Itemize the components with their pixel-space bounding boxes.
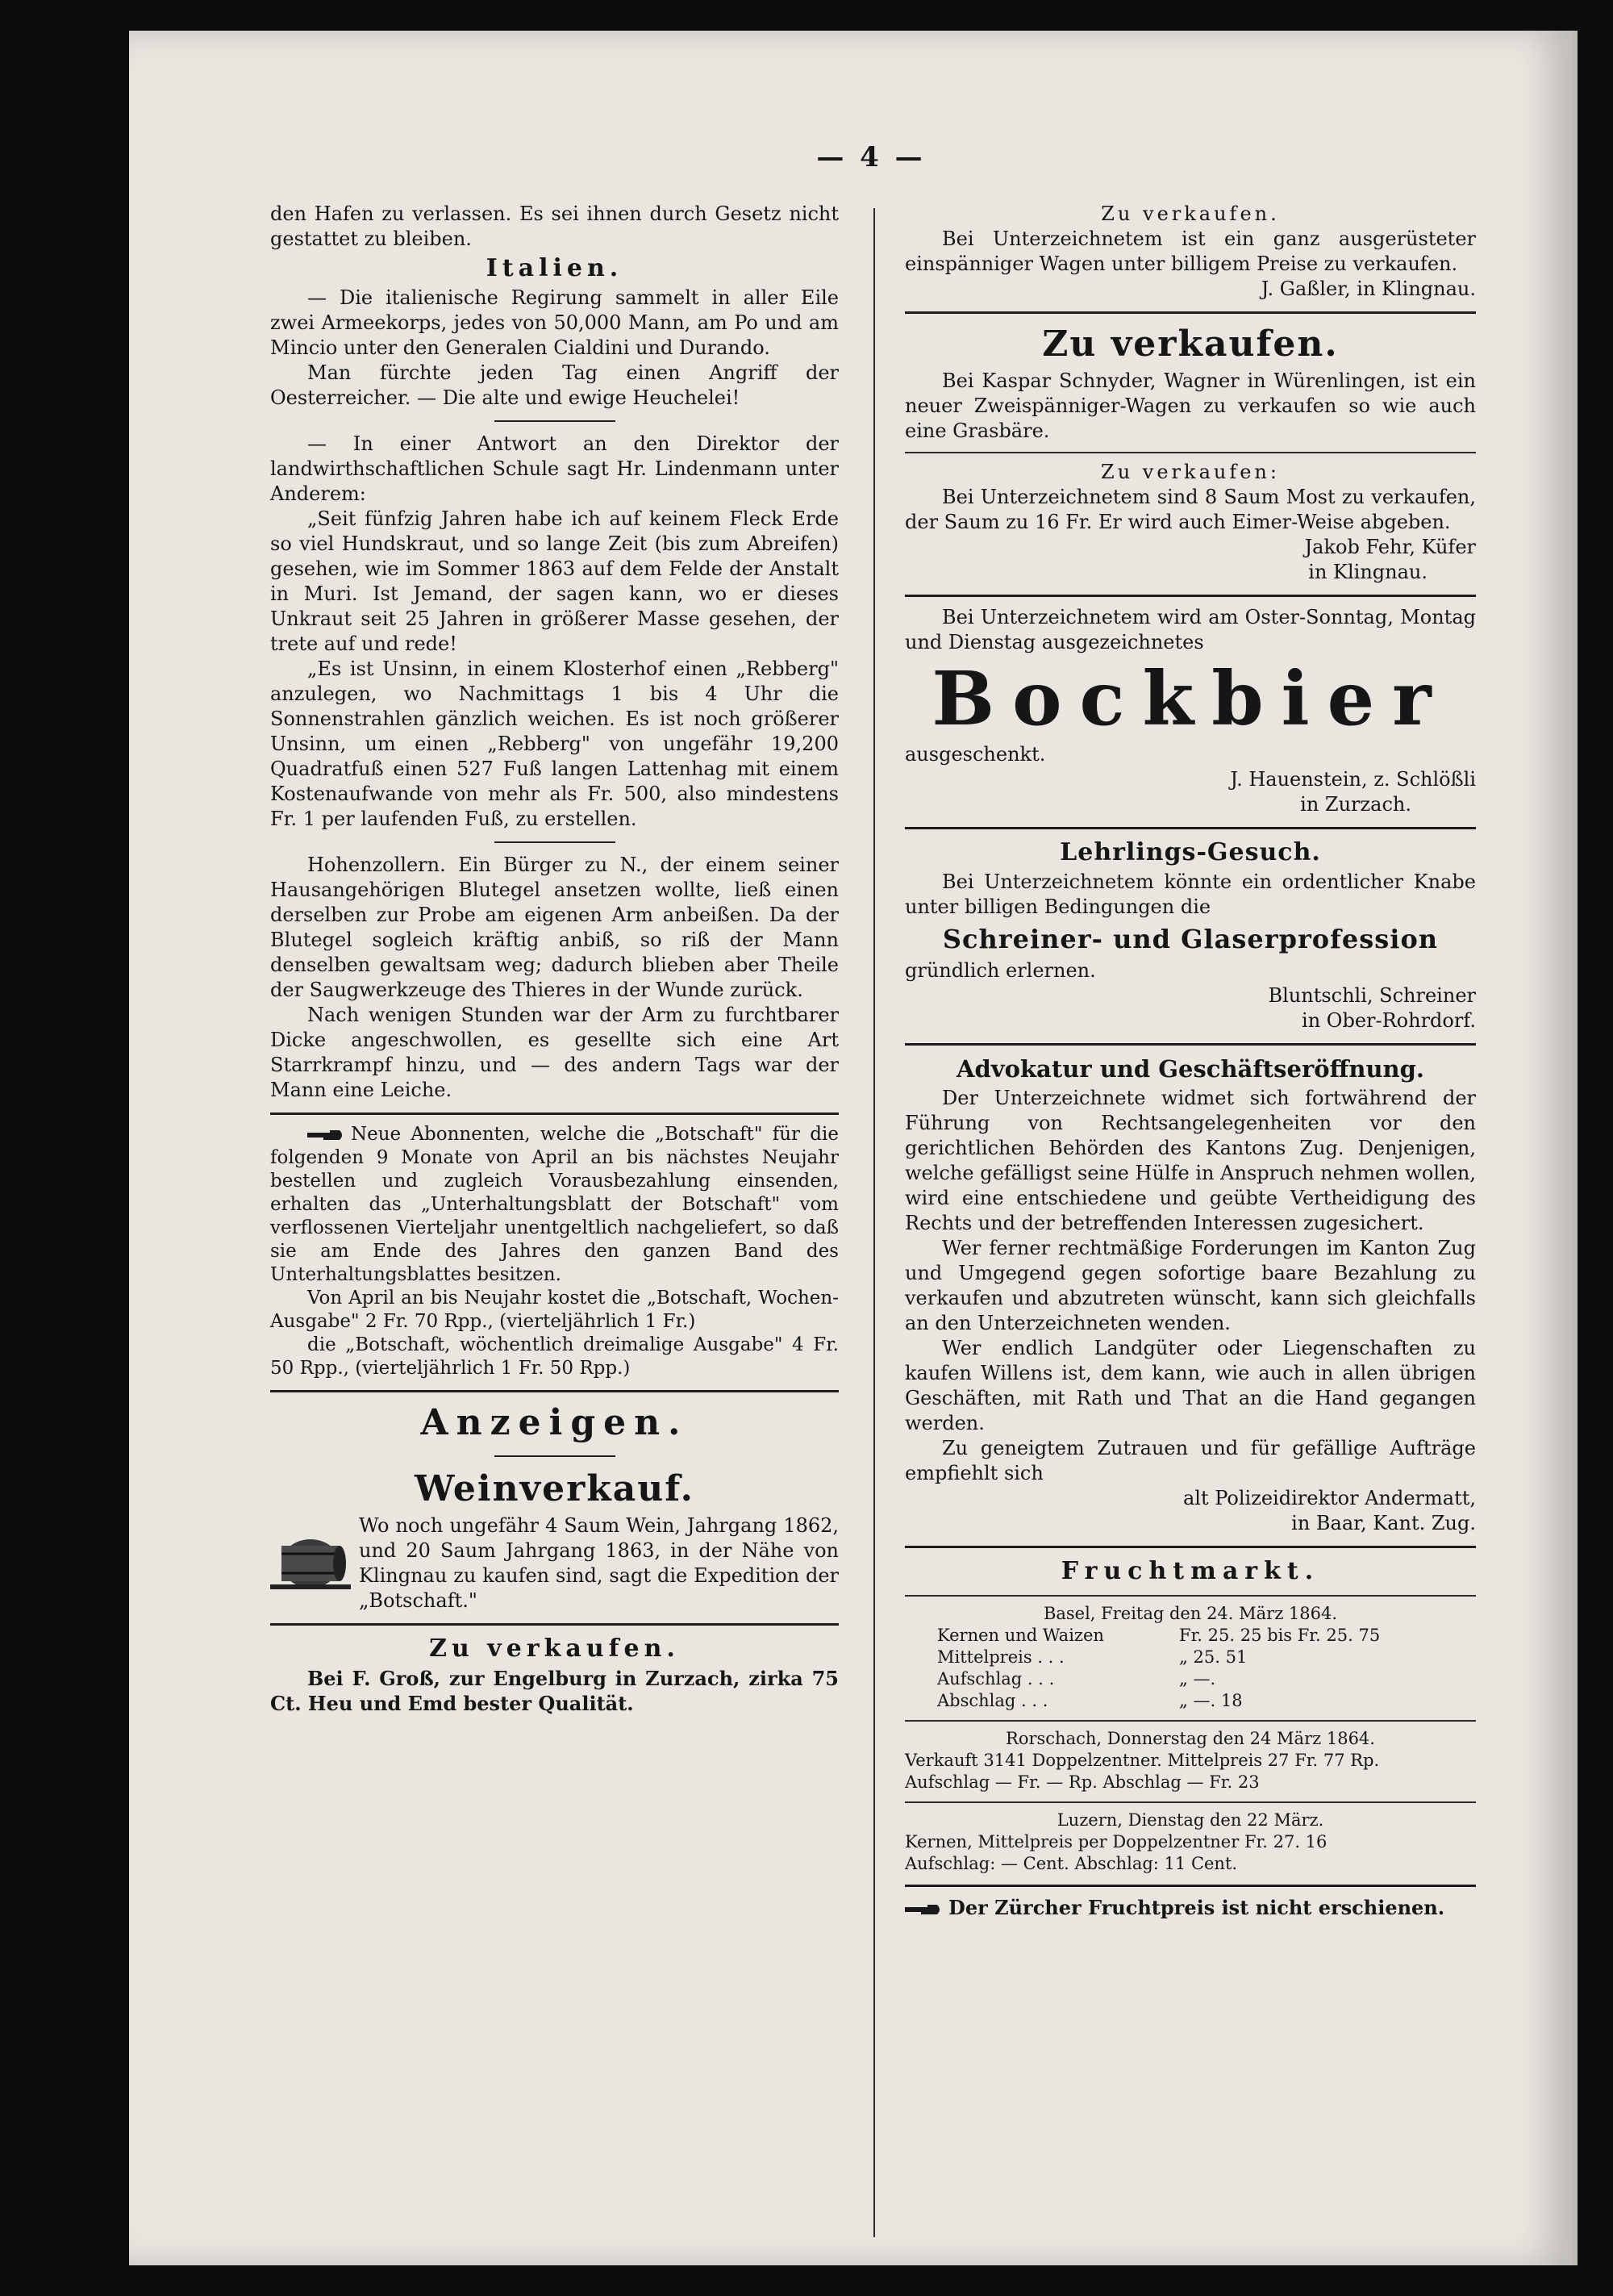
ad-headline-profession: Schreiner- und Glaserprofession bbox=[942, 924, 1439, 954]
article-text: Nach wenigen Stunden war der Arm zu furchtbarer Dicke angeschwollen, es gesellte sich eine Art Starrkrampf hinzu, und — des andern Tags war der Mann eine Leiche. bbox=[270, 1004, 839, 1101]
ad-heading: Zu verkaufen. bbox=[1101, 202, 1280, 225]
divider bbox=[905, 1595, 1476, 1597]
basel-price-table bbox=[905, 1625, 1476, 1712]
ad-text: Der Unterzeichnete widmet sich fortwährend der Führung von Rechtsangelegenheiten vor den gerichtlichen Behörden des Kantons Zug. Denjenigen, welche gefälligst seine Hülfe in Anspruch nehmen wollen, wird eine entschiedene und geübte Vertheidigung des Rechts und der betreffenden Interessen zugesichert. bbox=[905, 1087, 1476, 1234]
column-divider bbox=[873, 208, 875, 2237]
article-quote: „Es ist Unsinn, in einem Klosterhof einen „Rebberg" anzulegen, wo Nachmittags 1 bis 4 Uhr die Sonnenstrahlen gänzlich weichen. Es ist noch größerer Unsinn, um einen „Rebberg" von ungefähr 19,200 Quadratfuß einen 527 Fuß langen Lattenhag mit einem Kostenaufwande von mehr als Fr. 500, also mindestens Fr. 1 per laufenden Fuß, zu erstellen. bbox=[270, 657, 839, 830]
section-heading-fruchtmarkt: Fruchtmarkt. bbox=[1061, 1557, 1320, 1585]
divider bbox=[905, 1720, 1476, 1722]
divider bbox=[270, 1113, 839, 1115]
left-column bbox=[270, 202, 839, 1716]
divider bbox=[905, 452, 1476, 453]
market-note bbox=[905, 1895, 1476, 1920]
ad-text: gründlich erlernen. bbox=[905, 959, 1096, 982]
ad-signature: alt Polizeidirektor Andermatt, bbox=[1182, 1487, 1476, 1509]
divider bbox=[494, 841, 615, 843]
notice-text: Von April an bis Neujahr kostet die „Botschaft, Wochen-Ausgabe" 2 Fr. 70 Rpp., (vierteljährlich 1 Fr.) bbox=[270, 1288, 839, 1332]
row-label: Aufschlag . . . bbox=[937, 1669, 1055, 1689]
notice-text: die „Botschaft, wöchentlich dreimalige Ausgabe" 4 Fr. 50 Rpp., (vierteljährlich 1 Fr. 50 Rpp.) bbox=[270, 1334, 839, 1379]
ad-heading-weinverkauf: Weinverkauf. bbox=[415, 1468, 694, 1509]
ad-signature: Jakob Fehr, Küfer bbox=[1304, 536, 1476, 558]
divider bbox=[905, 1043, 1476, 1046]
ad-headline-bockbier: Bockbier bbox=[932, 655, 1449, 742]
ad-signature: Bluntschli, Schreiner bbox=[1268, 984, 1476, 1007]
article-text: Man fürchte jeden Tag einen Angriff der Oesterreicher. — Die alte und ewige Heuchelei! bbox=[270, 361, 839, 409]
row-value: „ —. bbox=[1179, 1669, 1216, 1689]
article-text: — Die italienische Regirung sammelt in aller Eile zwei Armeekorps, jedes von 50,000 Mann, am Po und am Mincio unter den Generalen Cialdini und Durando. bbox=[270, 286, 839, 359]
divider bbox=[905, 1546, 1476, 1548]
market-line: Kernen, Mittelpreis per Doppelzentner Fr. 27. 16 bbox=[905, 1832, 1327, 1851]
ad-text: Wo noch ungefähr 4 Saum Wein, Jahrgang 1862, und 20 Saum Jahrgang 1863, in der Nähe von Klingnau zu kaufen sind, sagt die Expedition der „Botschaft." bbox=[359, 1514, 839, 1612]
table-row bbox=[905, 1668, 1476, 1690]
ad-signature: in Baar, Kant. Zug. bbox=[1291, 1512, 1476, 1534]
ad-signature: J. Gaßler, in Klingnau. bbox=[1261, 278, 1476, 300]
table-row bbox=[905, 1625, 1476, 1647]
ad-text: Bei Unterzeichnetem könnte ein ordentlicher Knabe unter billigen Bedingungen die bbox=[905, 870, 1476, 918]
divider bbox=[905, 827, 1476, 829]
pointing-hand-icon bbox=[307, 1129, 344, 1142]
section-heading-italien: Italien. bbox=[486, 254, 623, 282]
section-heading-anzeigen: Anzeigen. bbox=[420, 1402, 689, 1443]
ad-text: Bei Unterzeichnetem ist ein ganz ausgerüsteter einspänniger Wagen unter billigem Preise zu verkaufen. bbox=[905, 228, 1476, 275]
article-text: — In einer Antwort an den Direktor der landwirthschaftlichen Schule sagt Hr. Lindenmann unter Anderem: bbox=[270, 432, 839, 505]
ad-text: Zu geneigtem Zutrauen und für gefällige Aufträge empfiehlt sich bbox=[905, 1437, 1476, 1484]
row-label: Abschlag . . . bbox=[937, 1691, 1048, 1710]
market-line: Aufschlag — Fr. — Rp. Abschlag — Fr. 23 bbox=[905, 1772, 1260, 1792]
row-label: Kernen und Waizen bbox=[937, 1626, 1104, 1645]
ad-signature: in Ober-Rohrdorf. bbox=[1302, 1009, 1476, 1032]
market-heading-luzern: Luzern, Dienstag den 22 März. bbox=[1057, 1810, 1324, 1830]
ad-heading: Lehrlings-Gesuch. bbox=[1060, 838, 1321, 866]
market-line: Verkauft 3141 Doppelzentner. Mittelpreis 27 Fr. 77 Rp. bbox=[905, 1751, 1380, 1770]
divider bbox=[905, 595, 1476, 597]
divider bbox=[905, 311, 1476, 314]
row-label: Mittelpreis . . . bbox=[937, 1647, 1065, 1667]
market-heading-rorschach: Rorschach, Donnerstag den 24 März 1864. bbox=[1006, 1729, 1375, 1748]
ad-text: Wer endlich Landgüter oder Liegenschaften zu kaufen Willens ist, dem kann, wie auch in allen übrigen Geschäften, mit Rath und That an die Hand gegangen werden. bbox=[905, 1337, 1476, 1434]
row-value: „ 25. 51 bbox=[1179, 1647, 1248, 1667]
article-text: Hohenzollern. Ein Bürger zu N., der einem seiner Hausangehörigen Blutegel ansetzen wollte, ließ einen derselben zur Probe am eigenen Arm anbeißen. Da der Blutegel sogleich kräftig anbiß, so riß der Mann denselben gewaltsam weg; dadurch blieben aber Theile der Saugwerkzeuge des Thieres in der Wunde zurück. bbox=[270, 854, 839, 1001]
ad-text: Bei Unterzeichnetem sind 8 Saum Most zu verkaufen, der Saum zu 16 Fr. Er wird auch Eimer-Weise abgeben. bbox=[905, 486, 1476, 533]
market-line: Aufschlag: — Cent. Abschlag: 11 Cent. bbox=[905, 1854, 1238, 1873]
subscription-notice bbox=[270, 1123, 839, 1380]
ad-text: Bei F. Groß, zur Engelburg in Zurzach, zirka 75 Ct. Heu und Emd bester Qualität. bbox=[270, 1667, 839, 1715]
market-heading-basel: Basel, Freitag den 24. März 1864. bbox=[1043, 1604, 1338, 1623]
ad-signature: in Zurzach. bbox=[1300, 793, 1411, 816]
wine-ad bbox=[270, 1513, 839, 1613]
table-row bbox=[905, 1647, 1476, 1668]
article-quote: „Seit fünfzig Jahren habe ich auf keinem Fleck Erde so viel Hundskraut, und so lange Zeit (bis zum Abreifen) gesehen, wie im Sommer 1863 auf dem Felde der Anstalt in Muri. Ist Jemand, der sagen kann, wo er dieses Unkraut seit 25 Jahren in größerer Masse gesehen, der trete auf und rede! bbox=[270, 507, 839, 655]
market-note-text: Der Zürcher Fruchtpreis ist nicht erschienen. bbox=[948, 1896, 1445, 1919]
pointing-hand-icon bbox=[905, 1903, 942, 1916]
page-number: — 4 — bbox=[816, 141, 926, 173]
ad-heading: Advokatur und Geschäftseröffnung. bbox=[956, 1055, 1425, 1083]
notice-text: Neue Abonnenten, welche die „Botschaft" für die folgenden 9 Monate von April an bis nächstes Neujahr bestellen und zugleich Vorausbezahlung einsenden, erhalten das „Unterhaltungsblatt der Botschaft" vom verflossenen Vierteljahr unentgeltlich nachgeliefert, so daß sie am Ende des Jahres den ganzen Band des Unterhaltungsblattes besitzen. bbox=[270, 1124, 839, 1285]
table-row bbox=[905, 1690, 1476, 1712]
divider bbox=[905, 1801, 1476, 1803]
divider bbox=[905, 1885, 1476, 1887]
ad-heading: Zu verkaufen. bbox=[429, 1634, 680, 1663]
divider bbox=[494, 420, 615, 422]
right-column bbox=[905, 202, 1476, 1920]
row-value: Fr. 25. 25 bis Fr. 25. 75 bbox=[1179, 1626, 1381, 1645]
ad-text: Wer ferner rechtmäßige Forderungen im Kanton Zug und Umgegend gegen sofortige baare Bezahlung zu verkaufen und abzutreten wünscht, kann sich gleichfalls an den Unterzeichneten wenden. bbox=[905, 1237, 1476, 1334]
ad-text: Bei Kaspar Schnyder, Wagner in Würenlingen, ist ein neuer Zweispänniger-Wagen zu verkaufen so wie auch eine Grasbäre. bbox=[905, 369, 1476, 442]
ad-text: Bei Unterzeichnetem wird am Oster-Sonntag, Montag und Dienstag ausgezeichnetes bbox=[905, 606, 1476, 653]
divider bbox=[270, 1623, 839, 1626]
ad-text: ausgeschenkt. bbox=[905, 743, 1046, 766]
divider bbox=[270, 1390, 839, 1392]
ad-heading: Zu verkaufen. bbox=[1042, 324, 1339, 365]
wine-barrel-icon bbox=[270, 1531, 351, 1596]
ad-signature: in Klingnau. bbox=[1308, 561, 1428, 583]
ad-heading: Zu verkaufen: bbox=[1101, 461, 1280, 483]
row-value: „ —. 18 bbox=[1179, 1691, 1243, 1710]
article-text: den Hafen zu verlassen. Es sei ihnen durch Gesetz nicht gestattet zu bleiben. bbox=[270, 202, 839, 250]
ad-signature: J. Hauenstein, z. Schlößli bbox=[1230, 768, 1476, 791]
divider bbox=[494, 1455, 615, 1457]
